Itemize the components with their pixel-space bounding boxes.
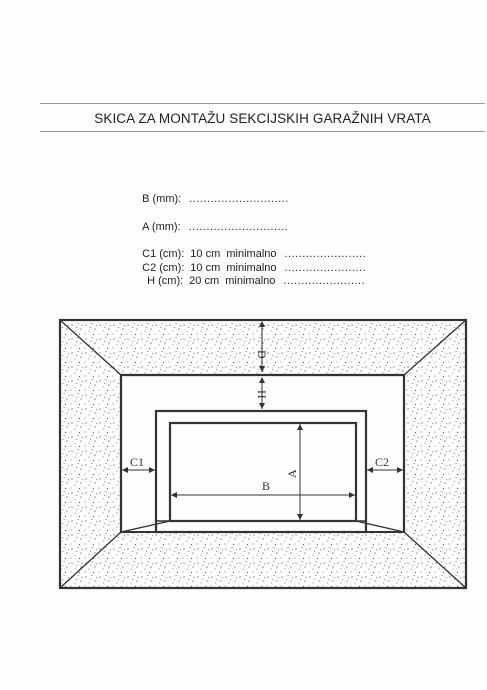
page-title: SKICA ZA MONTAŽU SEKCIJSKIH GARAŽNIH VRATA [94, 111, 431, 126]
dim-b-label: B [262, 479, 271, 493]
field-c1-blank[interactable]: ....................... [284, 248, 367, 260]
dim-c2-arrow-left [367, 467, 373, 473]
field-c2-blank[interactable]: ....................... [284, 262, 367, 274]
field-b-label: B (mm): [142, 193, 182, 205]
dim-c1-arrow-left [122, 467, 128, 473]
dim-h-label: H [255, 390, 269, 399]
door-opening-inner [170, 423, 356, 521]
dim-c2-label: C2 [375, 455, 390, 469]
dim-c1-arrow-right [149, 467, 155, 473]
field-b-blank[interactable]: ............................ [189, 193, 289, 205]
field-h-label: H (cm): [147, 275, 184, 287]
field-a-blank[interactable]: ............................ [188, 221, 289, 233]
field-a-label: A (mm): [142, 221, 181, 233]
field-c2-value: 10 cm minimalno [190, 262, 277, 274]
dim-d-label: D [255, 350, 269, 359]
field-h-value: 20 cm minimalno [189, 275, 276, 287]
dim-h-arrow-bottom [259, 403, 265, 409]
dim-c2-arrow-right [397, 467, 403, 473]
field-c2-label: C2 (cm): [142, 262, 185, 274]
dim-h-arrow-top [259, 377, 265, 383]
field-h-blank[interactable]: ....................... [283, 275, 366, 287]
dim-c1-label: C1 [130, 455, 145, 469]
field-c1-value: 10 cm minimalno [190, 248, 277, 260]
dim-a-label: A [285, 469, 299, 478]
field-c1-label: C1 (cm): [142, 248, 185, 260]
